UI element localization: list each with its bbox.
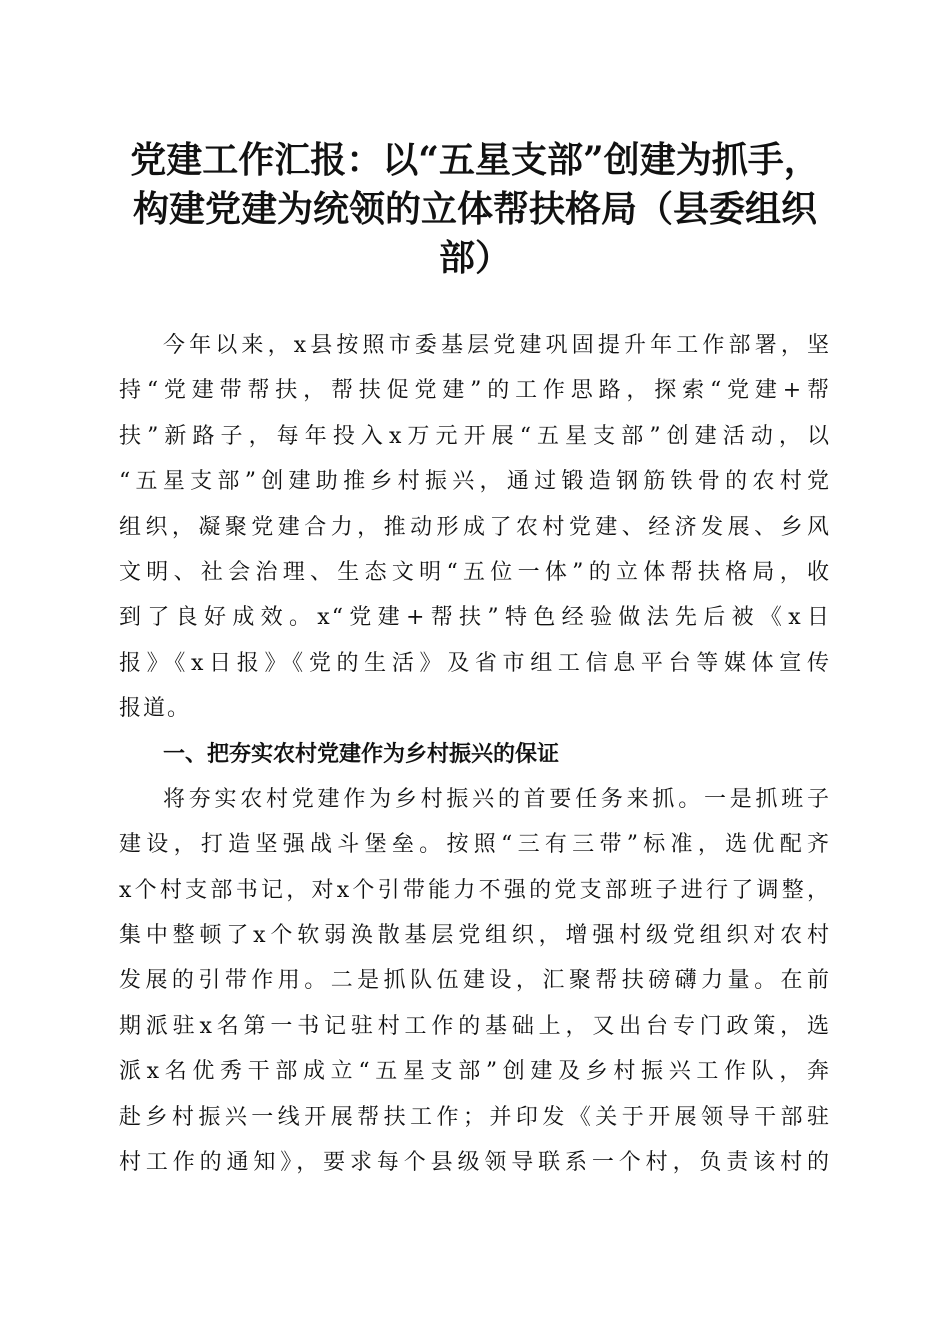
document-title [100, 136, 850, 283]
paragraph-line: 建设，打造坚强战斗堡垒。按照“三有三带”标准，选优配齐 [119, 832, 831, 858]
paragraph-line: 扶”新路子，每年投入x万元开展“五星支部”创建活动，以 [119, 423, 831, 449]
paragraph-line: 到了良好成效。x“党建+帮扶”特色经验做法先后被《x日 [119, 605, 831, 631]
paragraph-line: 报道。 [119, 696, 192, 722]
section-heading [119, 732, 831, 777]
paragraph-line: 派x名优秀干部成立“五星支部”创建及乡村振兴工作队，奔 [119, 1059, 831, 1085]
paragraph-line: 今年以来，x县按照市委基层党建巩固提升年工作部署，坚 [163, 333, 831, 358]
paragraph-line: 持“党建带帮扶，帮扶促党建”的工作思路，探索“党建+帮 [119, 378, 831, 404]
title-line: 党建工作汇报：以“五星支部”创建为抓手， [130, 139, 820, 181]
title-line: 构建党建为统领的立体帮扶格局（县委组织 [132, 188, 817, 230]
paragraph-line: 期派驻x名第一书记驻村工作的基础上，又出台专门政策，选 [119, 1013, 831, 1039]
paragraph-section-1 [119, 777, 831, 1186]
paragraph-line: x个村支部书记，对x个引带能力不强的党支部班子进行了调整， [119, 877, 831, 903]
paragraph-line: 集中整顿了x个软弱涣散基层党组织，增强村级党组织对农村 [119, 923, 831, 949]
paragraph-line: 将夯实农村党建作为乡村振兴的首要任务来抓。一是抓班子 [163, 786, 831, 812]
paragraph-line: 报》《x日报》《党的生活》及省市组工信息平台等媒体宣传 [119, 650, 831, 676]
paragraph-intro [119, 323, 831, 732]
document-body [119, 323, 831, 1185]
paragraph-line: “五星支部”创建助推乡村振兴，通过锻造钢筋铁骨的农村党 [119, 469, 831, 495]
section-heading-text: 一、把夯实农村党建作为乡村振兴的保证 [163, 741, 560, 767]
title-line: 部） [438, 237, 511, 279]
paragraph-line: 组织，凝聚党建合力，推动形成了农村党建、经济发展、乡风 [119, 514, 831, 540]
paragraph-line: 赴乡村振兴一线开展帮扶工作；并印发《关于开展领导干部驻 [119, 1104, 831, 1130]
paragraph-line: 村工作的通知》，要求每个县级领导联系一个村，负责该村的 [119, 1150, 831, 1176]
paragraph-line: 文明、社会治理、生态文明“五位一体”的立体帮扶格局，收 [119, 559, 831, 585]
paragraph-line: 发展的引带作用。二是抓队伍建设，汇聚帮扶磅礴力量。在前 [119, 968, 831, 994]
